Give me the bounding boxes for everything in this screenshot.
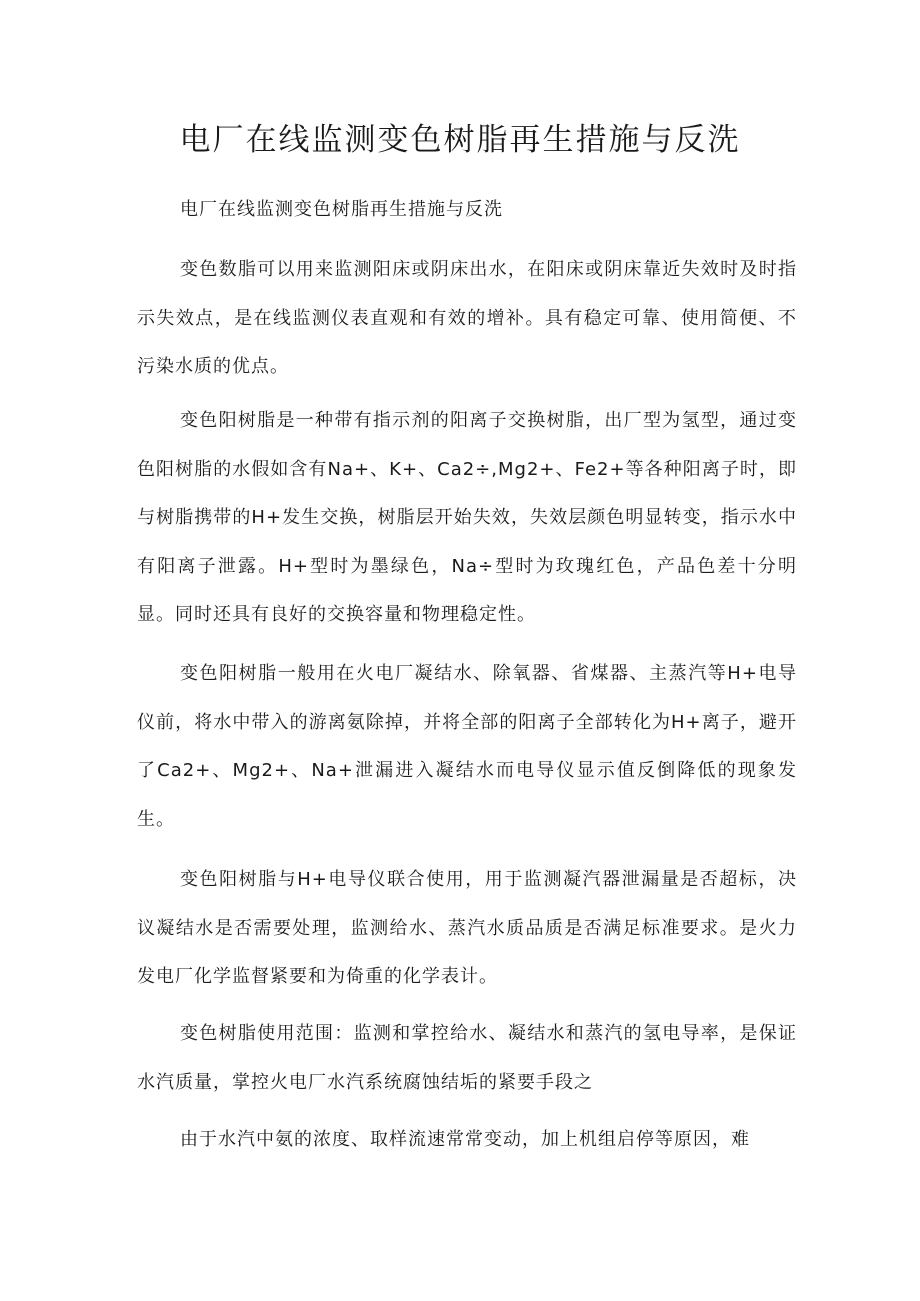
paragraph: 变色阳树脂与H+电导仪联合使用，用于监测凝汽器泄漏量是否超标，决议凝结水是否需要处理，监测给水、蒸汽水质品质是否满足标准要求。是火力发电厂化学监督紧要和为倚重的化学表计。 bbox=[137, 869, 797, 987]
paragraph: 变色阳树脂是一种带有指示剂的阳离子交换树脂，出厂型为氢型，通过变色阳树脂的水假如含有Na+、K+、Ca2÷,Mg2+、Fe2+等各种阳离子时，即与树脂携带的H+发生交换，树脂层开始失效，失效层颜色明显转变，指示水中有阳离子泄露。H+型时为墨绿色，Na÷型时为玫瑰红色，产品色差十分明显。同时还具有良好的交换容量和物理稳定性。 bbox=[137, 410, 797, 625]
document-subtitle: 电厂在线监测变色树脂再生措施与反洗 bbox=[180, 199, 503, 220]
paragraph: 变色数脂可以用来监测阳床或阴床出水，在阳床或阴床靠近失效时及时指示失效点，是在线监测仪表直观和有效的增补。具有稳定可靠、使用简便、不污染水质的优点。 bbox=[137, 259, 797, 377]
paragraph: 由于水汽中氨的浓度、取样流速常常变动，加上机组启停等原因，难 bbox=[180, 1129, 750, 1150]
document-title: 电厂在线监测变色树脂再生措施与反洗 bbox=[179, 122, 741, 158]
paragraph: 变色树脂使用范围：监测和掌控给水、凝结水和蒸汽的氢电导率，是保证水汽质量，掌控火电厂水汽系统腐蚀结垢的紧要手段之 bbox=[137, 1023, 797, 1093]
paragraph: 变色阳树脂一般用在火电厂凝结水、除氧器、省煤器、主蒸汽等H+电导仪前，将水中带入的游离氨除掉，并将全部的阳离子全部转化为H+离子，避开了Ca2+、Mg2+、Na+泄漏进入凝结水而电导仪显示值反倒降低的现象发生。 bbox=[137, 663, 797, 830]
